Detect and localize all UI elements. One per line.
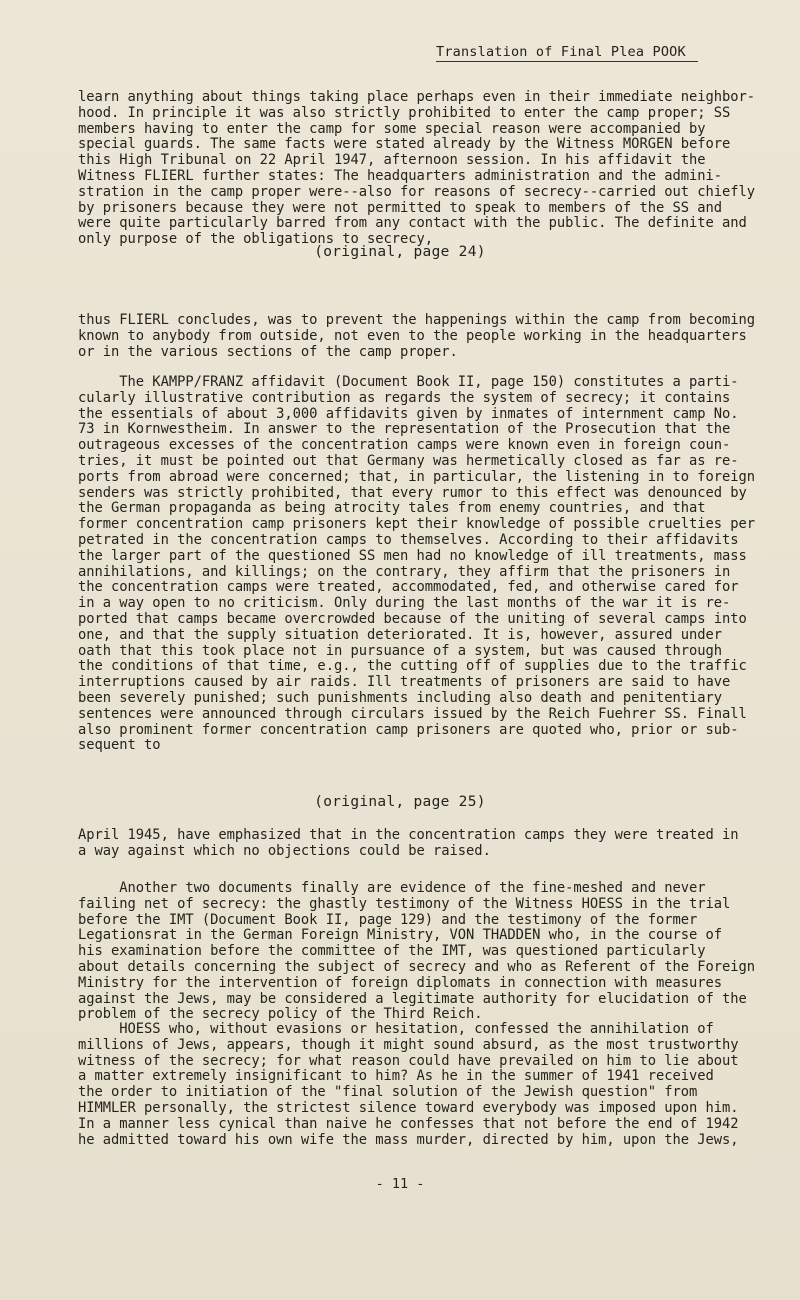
text-line: were quite particularly barred from any contact with the public. The definite and bbox=[78, 215, 747, 232]
text-line: members having to enter the camp for some special reason were accompanied by bbox=[78, 120, 706, 137]
text-line: HIMMLER personally, the strictest silence toward everybody was imposed upon him. bbox=[78, 1099, 739, 1116]
text-line: his examination before the committee of the IMT, was questioned particularly bbox=[78, 943, 706, 960]
paragraph-4 bbox=[78, 828, 768, 860]
text-line: by prisoners because they were not permitted to speak to members of the SS and bbox=[78, 199, 723, 216]
paragraph-3 bbox=[78, 375, 768, 754]
page-number: - 11 - bbox=[375, 1176, 425, 1192]
text-line: outrageous excesses of the concentration camps were known even in foreign coun- bbox=[78, 437, 731, 454]
text-line: millions of Jews, appears, though it might sound absurd, as the most trustworthy bbox=[78, 1036, 739, 1053]
text-line: The KAMPP/FRANZ affidavit (Document Book II, page 150) constitutes a parti- bbox=[78, 374, 739, 390]
text-line: before the IMT (Document Book II, page 129) and the testimony of the former bbox=[78, 911, 698, 928]
text-line: about details concerning the subject of secrecy and who as Referent of the Foreign bbox=[78, 958, 756, 975]
paragraph-5 bbox=[78, 881, 768, 1023]
text-line: one, and that the supply situation deteriorated. It is, however, assured under bbox=[78, 626, 723, 643]
text-line: he admitted toward his own wife the mass murder, directed by him, upon the Jews, bbox=[78, 1131, 739, 1148]
original-page-marker: (original, page 25) bbox=[314, 794, 486, 810]
text-line: a matter extremely insignificant to him? As he in the summer of 1941 received bbox=[78, 1068, 714, 1085]
text-line: hood. In principle it was also strictly prohibited to enter the camp proper; SS bbox=[78, 104, 731, 121]
original-page-marker: (original, page 24) bbox=[314, 244, 486, 260]
text-line: the larger part of the questioned SS men had no knowledge of ill treatments, mass bbox=[78, 547, 747, 564]
text-line: also prominent former concentration camp prisoners are quoted who, prior or sub- bbox=[78, 721, 739, 738]
text-line: against the Jews, may be considered a legitimate authority for elucidation of the bbox=[78, 990, 747, 1007]
text-line: special guards. The same facts were stated already by the Witness MORGEN before bbox=[78, 136, 731, 153]
text-line: tries, it must be pointed out that Germany was hermetically closed as far as re- bbox=[78, 452, 739, 469]
text-line: HOESS who, without evasions or hesitation, confessed the annihilation of bbox=[78, 1021, 714, 1037]
text-line: a way against which no objections could be raised. bbox=[78, 842, 491, 859]
text-line: April 1945, have emphasized that in the concentration camps they were treated in bbox=[78, 827, 739, 843]
paragraph-2 bbox=[78, 313, 768, 360]
paragraph-1 bbox=[78, 90, 768, 248]
text-line: Legationsrat in the German Foreign Ministry, VON THADDEN who, in the course of bbox=[78, 927, 723, 944]
text-line: failing net of secrecy: the ghastly testimony of the Witness HOESS in the trial bbox=[78, 895, 731, 912]
text-line: the concentration camps were treated, accommodated, fed, and otherwise cared for bbox=[78, 579, 739, 596]
text-line: in a way open to no criticism. Only during the last months of the war it is re- bbox=[78, 595, 731, 612]
text-line: the German propaganda as being atrocity tales from enemy countries, and that bbox=[78, 500, 706, 517]
document-header: Translation of Final Plea POOK bbox=[436, 44, 698, 62]
text-line: Witness FLIERL further states: The headquarters administration and the admini- bbox=[78, 167, 723, 184]
text-line: Ministry for the intervention of foreign diplomats in connection with measures bbox=[78, 974, 723, 991]
text-line: learn anything about things taking place perhaps even in their immediate neighbor- bbox=[78, 89, 756, 105]
text-line: or in the various sections of the camp proper. bbox=[78, 343, 458, 360]
text-line: ports from abroad were concerned; that, in particular, the listening in to foreign bbox=[78, 468, 756, 485]
text-line: known to anybody from outside, not even to the people working in the headquarters bbox=[78, 327, 747, 344]
text-line: Another two documents finally are evidence of the fine-meshed and never bbox=[78, 880, 706, 896]
text-line: senders was strictly prohibited, that every rumor to this effect was denounced by bbox=[78, 484, 747, 501]
text-line: interruptions caused by air raids. Ill treatments of prisoners are said to have bbox=[78, 674, 731, 691]
text-line: cularly illustrative contribution as regards the system of secrecy; it contains bbox=[78, 389, 731, 406]
text-line: the conditions of that time, e.g., the cutting off of supplies due to the traffic bbox=[78, 658, 747, 675]
text-line: sentences were announced through circulars issued by the Reich Fuehrer SS. Finall bbox=[78, 705, 747, 722]
text-line: stration in the camp proper were--also for reasons of secrecy--carried out chiefly bbox=[78, 183, 756, 200]
text-line: the essentials of about 3,000 affidavits given by inmates of internment camp No. bbox=[78, 405, 739, 422]
text-line: witness of the secrecy; for what reason could have prevailed on him to lie about bbox=[78, 1052, 739, 1069]
text-line: sequent to bbox=[78, 737, 161, 754]
text-line: 73 in Kornwestheim. In answer to the representation of the Prosecution that the bbox=[78, 421, 731, 438]
text-line: former concentration camp prisoners kept their knowledge of possible cruelties per bbox=[78, 516, 756, 533]
text-line: been severely punished; such punishments including also death and penitentiary bbox=[78, 689, 723, 706]
text-line: thus FLIERL concludes, was to prevent the happenings within the camp from becoming bbox=[78, 312, 756, 328]
text-line: petrated in the concentration camps to themselves. According to their affidavits bbox=[78, 531, 739, 548]
text-line: annihilations, and killings; on the contrary, they affirm that the prisoners in bbox=[78, 563, 731, 580]
text-line: ported that camps became overcrowded because of the uniting of several camps into bbox=[78, 610, 747, 627]
text-line: oath that this took place not in pursuance of a system, but was caused through bbox=[78, 642, 723, 659]
text-line: this High Tribunal on 22 April 1947, afternoon session. In his affidavit the bbox=[78, 152, 706, 169]
text-line: problem of the secrecy policy of the Third Reich. bbox=[78, 1006, 483, 1023]
paragraph-6 bbox=[78, 1022, 768, 1148]
text-line: In a manner less cynical than naive he confesses that not before the end of 1942 bbox=[78, 1115, 739, 1132]
text-line: only purpose of the obligations to secrecy, bbox=[78, 231, 434, 248]
text-line: the order to initiation of the "final solution of the Jewish question" from bbox=[78, 1084, 698, 1101]
